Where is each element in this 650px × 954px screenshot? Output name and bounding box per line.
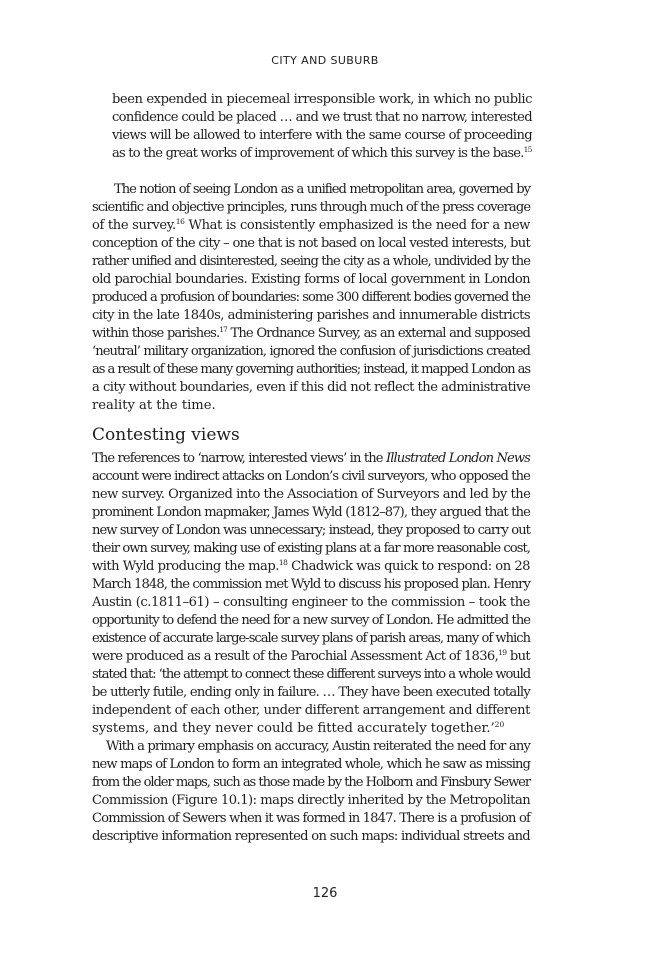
- publication-title: Illustrated London News: [385, 451, 530, 466]
- footnote-ref: 18: [278, 558, 288, 567]
- text-line: old parochial boundaries. Existing forms of local government in London: [92, 272, 530, 287]
- text-line: were produced as a result of the Parochial Assessment Act of 1836,19 but: [92, 648, 530, 664]
- text-line: produced a profusion of boundaries: some 300 different bodies governed the: [92, 290, 530, 305]
- text-line: The references to ‘narrow, interested views’ in the Illustrated London News: [92, 451, 530, 466]
- footnote-ref: 19: [498, 648, 507, 657]
- text-line: existence of accurate large-scale survey plans of parish areas, many of which: [92, 631, 530, 646]
- text-line: Commission of Sewers when it was formed in 1847. There is a profusion of: [92, 811, 530, 826]
- quote-line: confidence could be placed … and we trust that no narrow, interested: [112, 110, 532, 125]
- text-line: new survey of London was unnecessary; instead, they proposed to carry out: [92, 523, 530, 538]
- quote-line: views will be allowed to interfere with the same course of proceeding: [112, 128, 532, 143]
- text-line: ‘neutral’ military organization, ignored the confusion of jurisdictions created: [92, 344, 530, 359]
- text-line: of the survey.$^{16}$ What is consistently emphasized is the need for a new: [92, 217, 530, 233]
- text-line: reality at the time.: [92, 398, 216, 413]
- text-line: independent of each other, under different arrangement and different: [92, 703, 530, 718]
- text-line: descriptive information represented on such maps: individual streets and: [92, 829, 530, 844]
- paragraph-unified-metropolis: [92, 181, 530, 415]
- text-line: prominent London mapmaker, James Wyld (1812–87), they argued that the: [92, 505, 530, 520]
- text-line: be utterly futile, ending only in failure. … They have been executed totally: [92, 685, 530, 700]
- text-line: systems, and they never could be fitted accurately together.’$^{20}$: [92, 720, 505, 736]
- text-line: as a result of these many governing authorities; instead, it mapped London as: [92, 362, 530, 377]
- footnote-ref: 15: [523, 145, 532, 154]
- text-line: opportunity to defend the need for a new survey of London. He admitted the: [92, 613, 530, 628]
- text-line: scientific and objective principles, runs through much of the press coverage: [92, 200, 531, 215]
- footnote-ref: 16: [175, 217, 185, 226]
- text-line: their own survey, making use of existing plans at a far more reasonable cost,: [92, 541, 530, 556]
- text-line: Commission (Figure 10.1): maps directly inherited by the Metropolitan: [92, 793, 531, 808]
- running-head: CITY AND SUBURB: [271, 54, 379, 67]
- text-line: within those parishes.$^{17}$ The Ordnance Survey, as an external and supposed: [92, 325, 530, 341]
- footnote-ref: 17: [219, 325, 228, 334]
- text-line: new maps of London to form an integrated whole, which he saw as missing: [92, 757, 530, 772]
- page-number: 126: [312, 886, 338, 901]
- text-line: from the older maps, such as those made by the Holborn and Finsbury Sewer: [92, 775, 530, 790]
- quote-line: been expended in piecemeal irresponsible work, in which no public: [112, 92, 532, 107]
- block-quote: [112, 91, 530, 163]
- paragraph-contesting-views: [92, 450, 530, 738]
- text-line: conception of the city – one that is not based on local vested interests, but: [92, 236, 530, 251]
- body-text: [92, 91, 530, 846]
- text-line: new survey. Organized into the Association of Surveyors and led by the: [92, 487, 531, 502]
- section-heading: Contesting views: [92, 425, 240, 445]
- text-line: a city without boundaries, even if this did not reflect the administrative: [92, 380, 531, 395]
- footnote-ref: 20: [494, 720, 505, 729]
- text-line: stated that: ‘the attempt to connect these different surveys into a whole would: [92, 667, 530, 682]
- text-line: rather unified and disinterested, seeing the city as a whole, undivided by the: [92, 254, 530, 269]
- text-line: account were indirect attacks on London’s civil surveyors, who opposed the: [92, 469, 530, 484]
- text-line: March 1848, the commission met Wyld to discuss his proposed plan. Henry: [92, 577, 530, 592]
- paragraph-austin-accuracy: [92, 738, 530, 846]
- text-line: Austin (c.1811–61) – consulting engineer to the commission – took the: [92, 595, 530, 610]
- text-line: The notion of seeing London as a unified metropolitan area, governed by: [114, 182, 530, 197]
- text-line: With a primary emphasis on accuracy, Austin reiterated the need for any: [106, 739, 530, 754]
- text-line: city in the late 1840s, administering parishes and innumerable districts: [92, 308, 530, 323]
- text-line: with Wyld producing the map.$^{18}$ Chadwick was quick to respond: on 28: [92, 558, 530, 574]
- quote-line: as to the great works of improvement of which this survey is the base.$^{15}$: [112, 145, 532, 161]
